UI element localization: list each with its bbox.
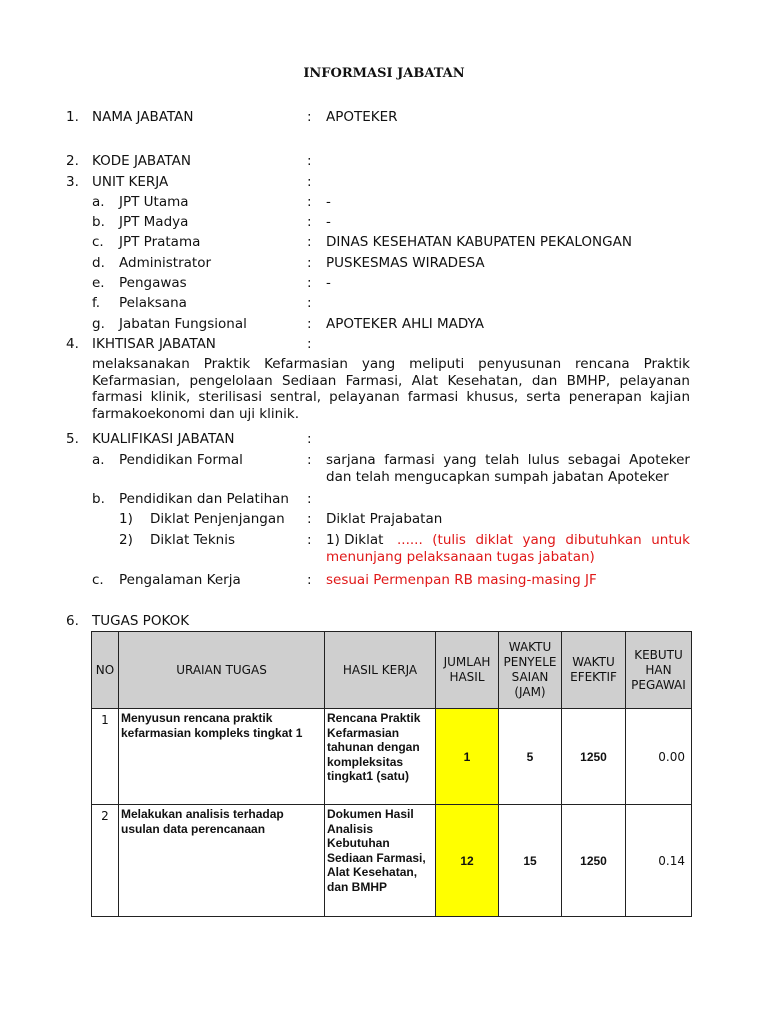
section-5-label: KUALIFIKASI JABATAN [92, 431, 235, 447]
unit-item-label: Pelaksana [119, 295, 187, 311]
unit-item-letter: d. [92, 255, 105, 271]
table-row [92, 805, 692, 917]
cell-uraian: Menyusun rencana praktik kefarmasian kompleks tingkat 1 [119, 709, 325, 805]
qual-b1-label: Diklat Penjenjangan [150, 511, 285, 527]
cell-uraian: Melakukan analisis terhadap usulan data perencanaan [119, 805, 325, 917]
section-5-number: 5. [66, 431, 79, 447]
unit-item-colon: : [307, 275, 312, 291]
section-4-number: 4. [66, 336, 79, 352]
cell-jumlah: 1 [436, 709, 499, 805]
header-jumlah: JUMLAH HASIL [436, 632, 499, 709]
cell-hasil: Dokumen Hasil Analisis Kebutuhan Sediaan Farmasi, Alat Kesehatan, dan BMHP [325, 805, 436, 917]
section-4-label: IKHTISAR JABATAN [92, 336, 216, 352]
section-5-colon: : [307, 431, 312, 447]
qual-a-colon: : [307, 452, 312, 468]
qual-b-colon: : [307, 491, 312, 507]
unit-item-colon: : [307, 295, 312, 311]
table-header-row [92, 632, 692, 709]
qual-b1-value: Diklat Prajabatan [326, 511, 443, 527]
qual-b2-value-red-line1: ...... (tulis diklat yang dibutuhkan untuk [397, 532, 690, 548]
cell-kebutuhan: 0.14 [626, 805, 692, 917]
qual-a-letter: a. [92, 452, 105, 468]
qual-b2-value-prefix: 1) Diklat [326, 532, 384, 548]
unit-item-label: Jabatan Fungsional [119, 316, 247, 332]
unit-item-letter: f. [92, 295, 101, 311]
qual-b-label: Pendidikan dan Pelatihan [119, 491, 289, 507]
qual-b2-number: 2) [119, 532, 133, 548]
unit-item-letter: e. [92, 275, 105, 291]
unit-item-colon: : [307, 316, 312, 332]
section-1-colon: : [307, 109, 312, 125]
unit-item-value: - [326, 194, 331, 210]
unit-item-label: JPT Pratama [119, 234, 201, 250]
qual-c-colon: : [307, 572, 312, 588]
qual-a-value-line1: sarjana farmasi yang telah lulus sebagai Apoteker [326, 452, 690, 468]
page-title: INFORMASI JABATAN [303, 66, 465, 81]
section-1-value: APOTEKER [326, 109, 398, 125]
unit-item-letter: g. [92, 316, 105, 332]
section-3-colon: : [307, 174, 312, 190]
unit-item-letter: b. [92, 214, 105, 230]
header-waktu-efektif: WAKTU EFEKTIF [562, 632, 626, 709]
qual-c-label: Pengalaman Kerja [119, 572, 241, 588]
section-3-label: UNIT KERJA [92, 174, 169, 190]
section-3-number: 3. [66, 174, 79, 190]
unit-item-label: JPT Madya [119, 214, 189, 230]
qual-c-value: sesuai Permenpan RB masing-masing JF [326, 572, 597, 588]
unit-item-label: Pengawas [119, 275, 187, 291]
unit-item-colon: : [307, 194, 312, 210]
qual-a-label: Pendidikan Formal [119, 452, 243, 468]
cell-no: 2 [92, 805, 119, 917]
cell-waktu: 5 [499, 709, 562, 805]
unit-item-letter: c. [92, 234, 104, 250]
qual-a-value-line2: dan telah mengucapkan sumpah jabatan Apoteker [326, 469, 669, 485]
header-waktu-penyelesaian: WAKTU PENYELE SAIAN (JAM) [499, 632, 562, 709]
cell-efektif: 1250 [562, 709, 626, 805]
qual-b1-number: 1) [119, 511, 133, 527]
unit-item-value: PUSKESMAS WIRADESA [326, 255, 485, 271]
section-2-number: 2. [66, 153, 79, 169]
unit-item-letter: a. [92, 194, 105, 210]
qual-b2-label: Diklat Teknis [150, 532, 235, 548]
unit-item-colon: : [307, 255, 312, 271]
section-2-colon: : [307, 153, 312, 169]
cell-kebutuhan: 0.00 [626, 709, 692, 805]
header-no: NO [92, 632, 119, 709]
unit-item-value: DINAS KESEHATAN KABUPATEN PEKALONGAN [326, 234, 632, 250]
qual-b2-value-red-line2: menunjang pelaksanaan tugas jabatan) [326, 549, 595, 565]
header-uraian: URAIAN TUGAS [119, 632, 325, 709]
section-4-colon: : [307, 336, 312, 352]
header-hasil: HASIL KERJA [325, 632, 436, 709]
tasks-table [91, 631, 692, 917]
header-kebutuhan: KEBUTU HAN PEGAWAI [626, 632, 692, 709]
qual-b1-colon: : [307, 511, 312, 527]
unit-item-value: - [326, 275, 331, 291]
cell-efektif: 1250 [562, 805, 626, 917]
unit-item-colon: : [307, 234, 312, 250]
unit-item-value: - [326, 214, 331, 230]
section-6-label: TUGAS POKOK [92, 613, 190, 629]
cell-hasil: Rencana Praktik Kefarmasian tahunan dengan kompleksitas tingkat1 (satu) [325, 709, 436, 805]
table-row [92, 709, 692, 805]
qual-c-letter: c. [92, 572, 104, 588]
unit-item-colon: : [307, 214, 312, 230]
section-1-number: 1. [66, 109, 79, 125]
job-summary-text: melaksanakan Praktik Kefarmasian yang meliputi penyusunan rencana Praktik Kefarmasian, pengelolaan Sediaan Farmasi, Alat Kesehatan, dan BMHP, pelayanan farmasi klinik, sterilisasi sentral, pelayanan farmasi khusus, serta penerapan kajian farmakoekonomi dan uji klinik. [92, 356, 690, 422]
unit-item-label: JPT Utama [119, 194, 189, 210]
cell-no: 1 [92, 709, 119, 805]
qual-b-letter: b. [92, 491, 105, 507]
section-1-label: NAMA JABATAN [92, 109, 194, 125]
unit-item-value: APOTEKER AHLI MADYA [326, 316, 484, 332]
section-2-label: KODE JABATAN [92, 153, 191, 169]
unit-item-label: Administrator [119, 255, 212, 271]
qual-b2-colon: : [307, 532, 312, 548]
section-6-number: 6. [66, 613, 79, 629]
cell-jumlah: 12 [436, 805, 499, 917]
cell-waktu: 15 [499, 805, 562, 917]
